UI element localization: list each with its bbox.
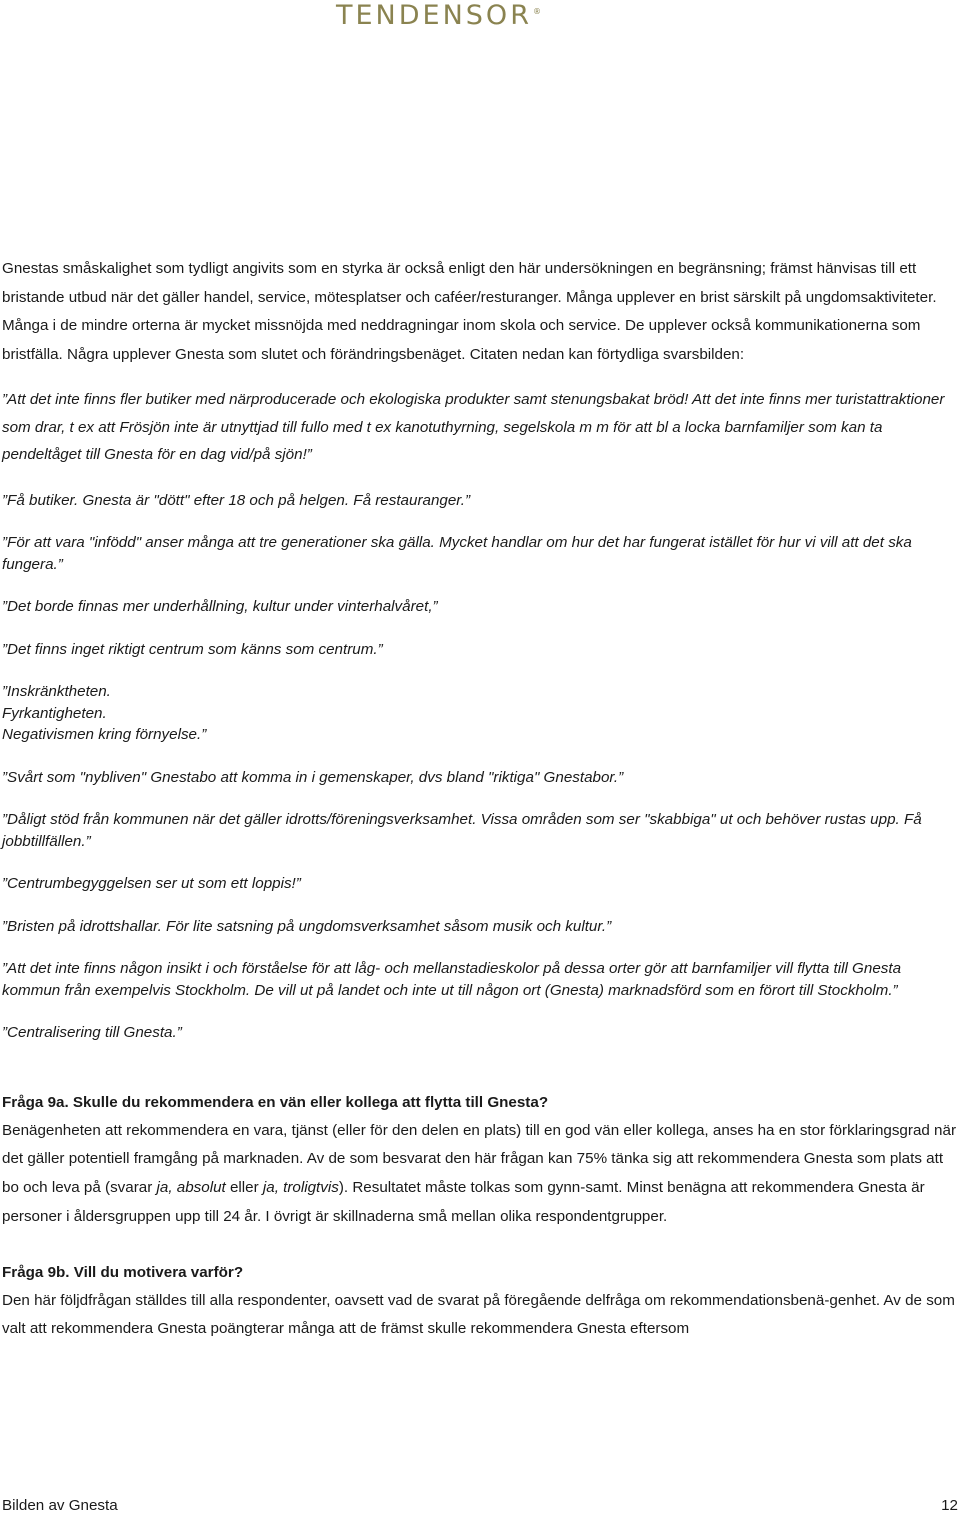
quote-3: ”För att vara "infödd" anser många att tre generationer ska gälla. Mycket handlar om hur det har fungerat istället för hur vi vill att det ska fungera.” <box>2 534 912 573</box>
quote-12: ”Centralisering till Gnesta.” <box>2 1024 182 1041</box>
section-9a-text-part: Benägenheten att rekommendera en vara, tjänst (eller för den delen en plats) till en god vän eller kollega, anses ha en stor förklaringsgrad när det gäller potentiell framgång på marknaden. Av de som besvarat den här frågan kan 75% tänka sig att rekommendera Gnesta som plats att bo och leva på (svarar <box>2 1121 957 1197</box>
quote-6-line: Fyrkantigheten. <box>2 704 107 722</box>
quote-6-line: ”Inskränktheten. <box>2 683 111 700</box>
footer-document-title: Bilden av Gnesta <box>2 1497 118 1514</box>
quote-6-line: Negativismen kring förnyelse.” <box>2 726 207 743</box>
section-9a-text-part: ). Resultatet måste tolkas som gynn-samt. Minst benägna att rekommendera Gnesta är personer i åldersgruppen upp till 24 år. I övrigt är skillnaderna små mellan olika respondentgrupper. <box>2 1179 925 1225</box>
quote-1: ”Att det inte finns fler butiker med närproducerade och ekologiska produkter samt stenungsbakat bröd! Att det inte finns mer turistattraktioner som drar, t ex att Frösjön inte är utnyttjad till fullo med t ex kanotuthyrning, segelskola m m för att bl a locka barnfamiljer som kan ta pendeltåget till Gnesta för en dag vid/på sjön!” <box>2 391 945 463</box>
registered-mark: ® <box>532 7 541 16</box>
answer-option-absolut: ja, absolut <box>156 1179 226 1197</box>
quote-4: ”Det borde finnas mer underhållning, kultur under vinterhalvåret,” <box>2 598 438 615</box>
section-9b-text: Den här följdfrågan ställdes till alla respondenter, oavsett vad de svarat på föregående delfråga om rekommendationsbenä-genhet. Av de som valt att rekommendera Gnesta poängterar många att de främst skulle rekommendera Gnesta eftersom <box>2 1291 955 1338</box>
footer-page-number: 12 <box>941 1497 958 1514</box>
section-9b-heading: Fråga 9b. Vill du motivera varför? <box>2 1263 244 1281</box>
quote-5: ”Det finns inget riktigt centrum som känns som centrum.” <box>2 640 383 658</box>
quote-10: ”Bristen på idrottshallar. För lite satsning på ungdomsverksamhet såsom musik och kultur.” <box>2 917 612 935</box>
tendensor-logo <box>336 0 540 32</box>
section-9a-text <box>2 1117 957 1232</box>
quote-2: ”Få butiker. Gnesta är "dött" efter 18 och på helgen. Få restauranger.” <box>2 491 471 509</box>
page-content <box>2 255 957 1344</box>
quote-9: ”Centrumbegyggelsen ser ut som ett loppis!” <box>2 875 301 892</box>
quote-6 <box>2 681 957 746</box>
quote-7: ”Svårt som "nybliven" Gnestabo att komma in i gemenskaper, dvs bland "riktiga" Gnestabor.” <box>2 768 624 786</box>
intro-paragraph: Gnestas småskalighet som tydligt angivits som en styrka är också enligt den här undersökningen en begränsning; främst hänvisas till ett bristande utbud när det gäller handel, service, mötesplatser och caféer/resturanger. Många upplever en brist särskilt på ungdomsaktiviteter. Många i de mindre orterna är mycket missnöjda med neddragningar inom skola och service. De upplever också kommunikationerna som bristfälla. Några upplever Gnesta som slutet och förändringsbenäget. Citaten nedan kan förtydliga svarsbilden: <box>2 260 937 363</box>
answer-option-troligtvis: ja, troligtvis <box>262 1179 339 1197</box>
quote-11: ”Att det inte finns någon insikt i och förståelse för att låg- och mellanstadieskolor på dessa orter gör att barnfamiljer vill flytta till Gnesta kommun från exempelvis Stockholm. De vill ut på landet och inte ut till någon ort (Gnesta) marknadsförd som en förort till Stockholm.” <box>2 960 902 999</box>
section-9a-heading: Fråga 9a. Skulle du rekommendera en vän eller kollega att flytta till Gnesta? <box>2 1093 549 1111</box>
section-9a-text-part: eller <box>225 1179 263 1197</box>
quote-8: ”Dåligt stöd från kommunen när det gäller idrotts/föreningsverksamhet. Vissa områden som ser "skabbiga" ut och behöver rustas upp. Få jobbtillfällen.” <box>2 811 922 850</box>
logo-text: TENDENSOR <box>336 0 532 31</box>
